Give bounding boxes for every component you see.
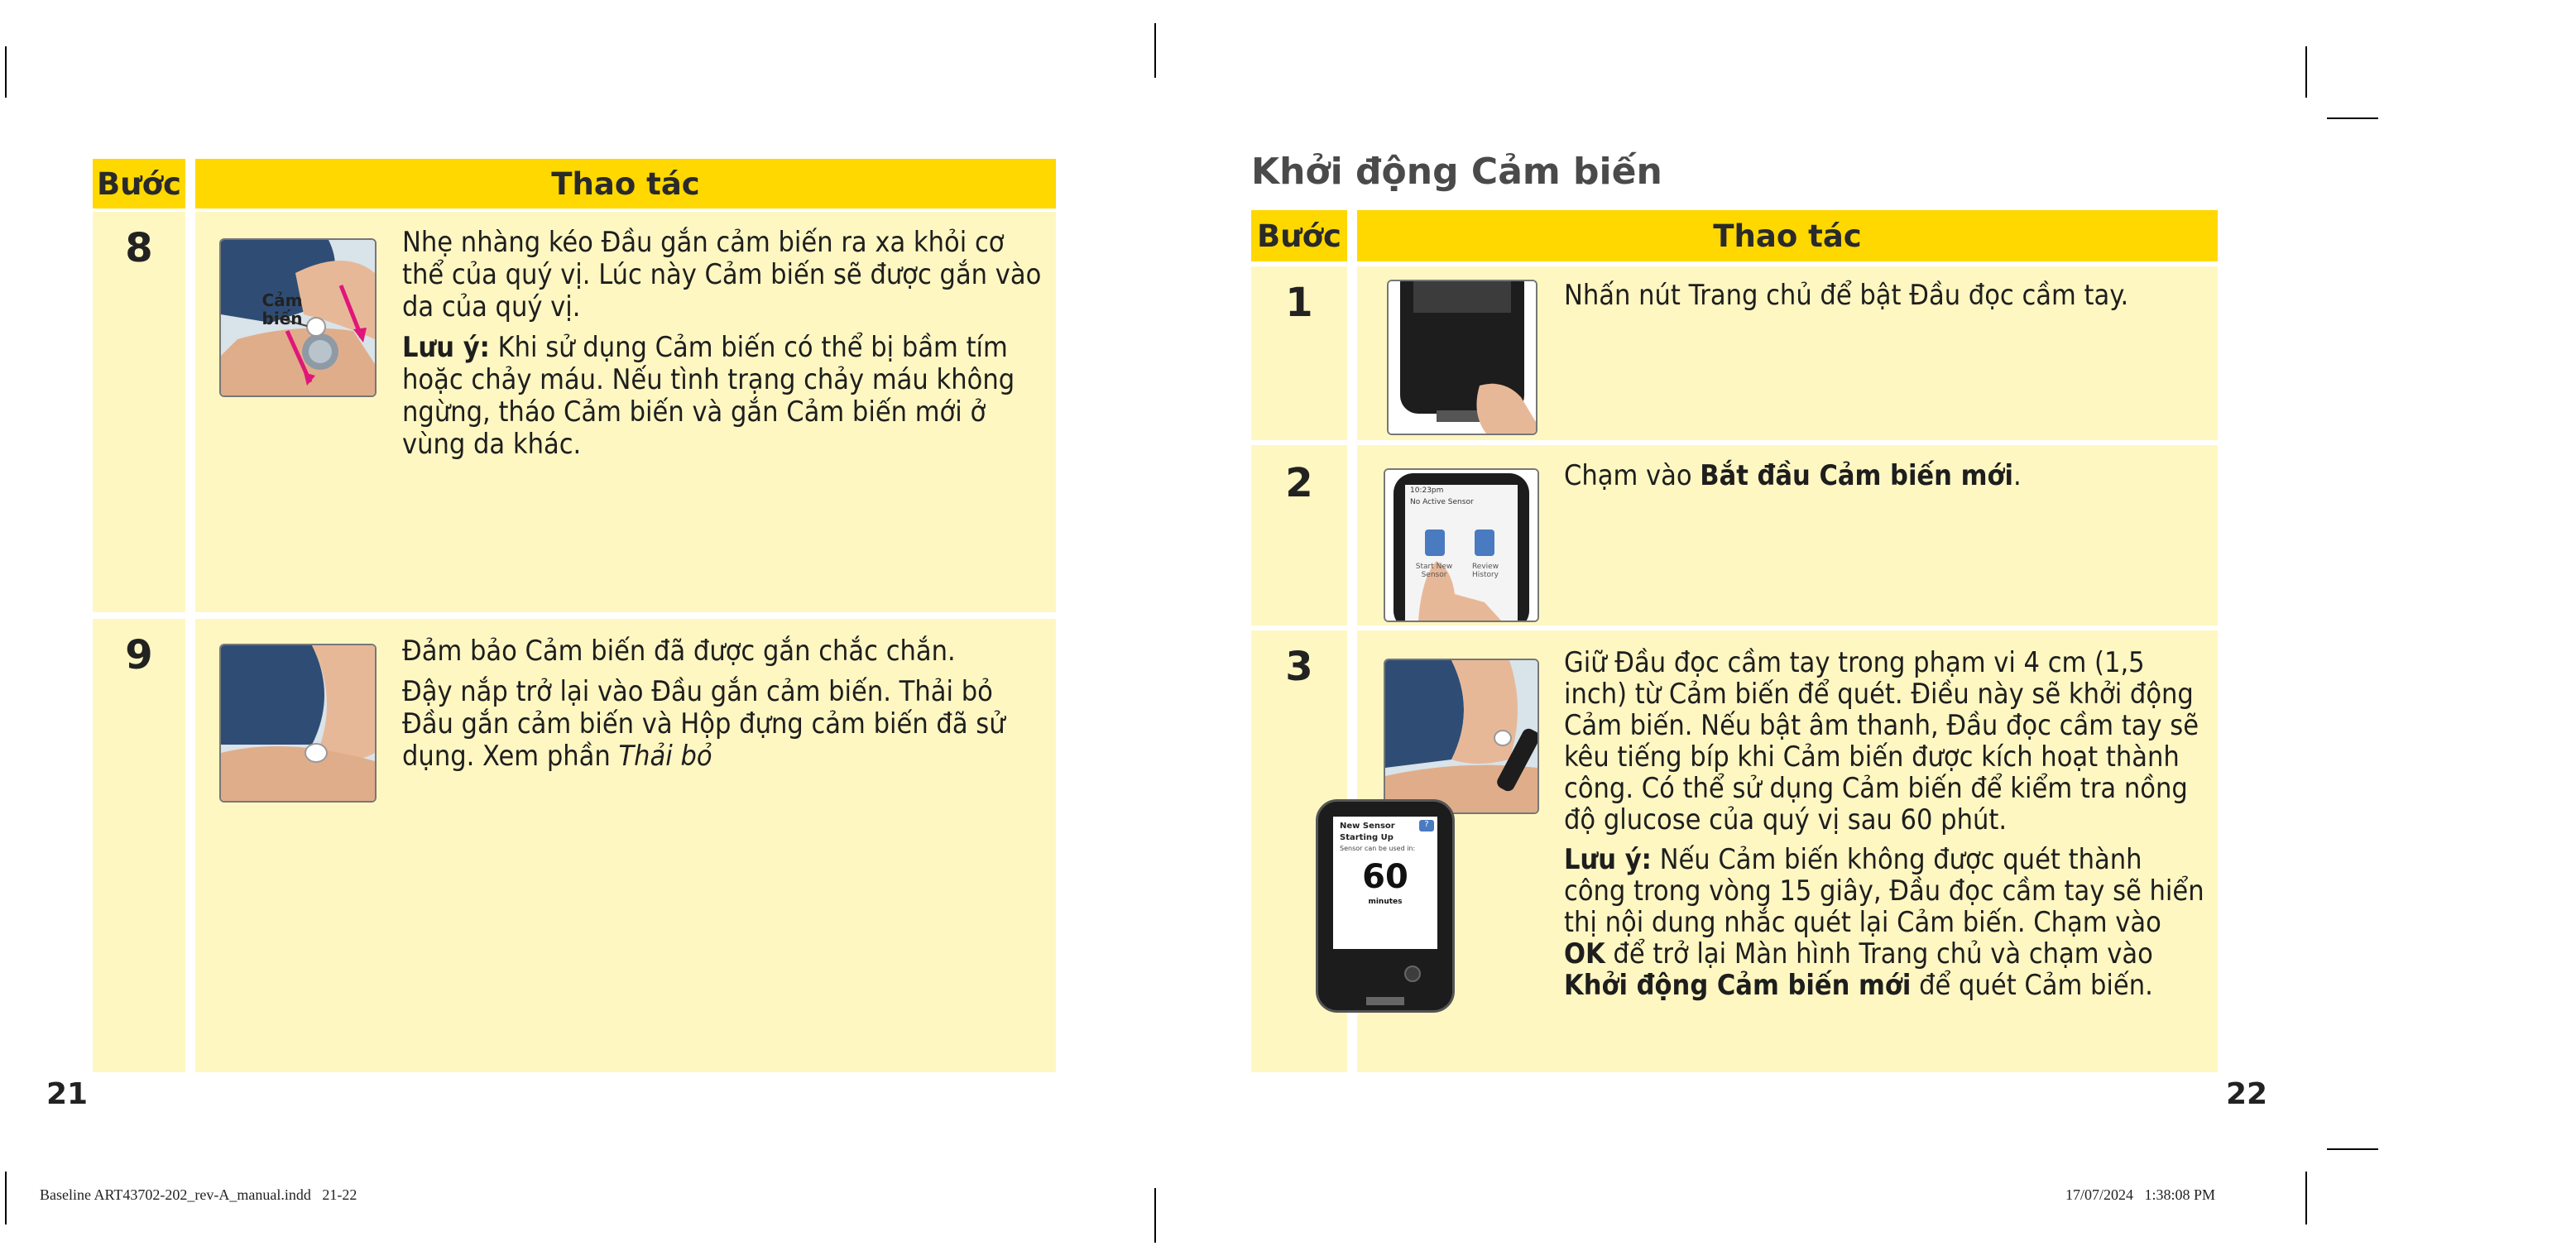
step-1-text: Nhấn nút Trang chủ để bật Đầu đọc cầm tay. xyxy=(1564,279,2129,312)
reader-start-sensor-illustration xyxy=(1384,468,1539,622)
attached-sensor-illustration xyxy=(219,644,377,803)
crop-mark xyxy=(2305,1172,2307,1224)
screen-time: 10:23pm xyxy=(1410,486,1444,495)
crop-mark xyxy=(1154,23,1156,78)
review-history-button: Review History xyxy=(1471,563,1499,579)
reader-home-button-illustration xyxy=(1387,280,1537,435)
note-label: Lưu ý: xyxy=(402,331,490,364)
dispose-text: Đậy nắp trở lại vào Đầu gắn cảm biến. Thải bỏ Đầu gắn cảm biến và Hộp đựng cảm biến đã sử dụng. Xem phần xyxy=(402,675,1005,773)
step-3-paragraph: Giữ Đầu đọc cầm tay trong phạm vi 4 cm (1,5 inch) từ Cảm biến để quét. Điều này sẽ khởi động Cảm biến. Nếu bật âm thanh, Đầu đọc cầm tay sẽ kêu tiếng bíp khi Cảm biến được kích hoạt thành công. Có thể sử dụng Cảm biến để kiểm tra nồng độ glucose của quý vị sau 60 phút. xyxy=(1564,646,2199,836)
restart-sensor-label: Khởi động Cảm biến mới xyxy=(1564,969,1912,1002)
ok-label: OK xyxy=(1564,937,1605,970)
step-2-prefix: Chạm vào xyxy=(1564,459,1701,492)
scan-sensor-illustration xyxy=(1384,659,1539,814)
screen-message: Sensor can be used in: xyxy=(1340,845,1416,852)
note-text: để trở lại Màn hình Trang chủ và chạm vào xyxy=(1605,937,2153,970)
crop-mark xyxy=(2327,1148,2378,1150)
help-icon: ? xyxy=(1419,820,1434,831)
step-9-paragraph xyxy=(402,676,1048,773)
step-3-text xyxy=(1564,647,2209,1009)
reader-press-illustration xyxy=(1389,281,1536,434)
step-8-note xyxy=(402,332,1048,461)
page-number-left: 21 xyxy=(46,1077,89,1111)
countdown-unit: minutes xyxy=(1368,898,1403,906)
step-cell xyxy=(93,212,185,612)
screen-title: New Sensor xyxy=(1340,822,1395,831)
note-text: Nếu Cảm biến không được quét thành công trong vòng 15 giây, Đầu đọc cầm tay sẽ hiển thị nội dung nhắc quét lại Cảm biến. Chạm vào xyxy=(1564,843,2204,939)
step-number: 8 xyxy=(125,225,153,271)
step-header-label: Bước xyxy=(1257,218,1341,254)
step-header xyxy=(1251,210,1347,261)
footer-file-info: Baseline ART43702-202_rev-A_manual.indd 21-22 xyxy=(40,1186,357,1203)
reader-screen xyxy=(1333,817,1437,949)
crop-mark xyxy=(5,1172,7,1224)
step-cell xyxy=(93,619,185,1072)
sensor-callout-label: Cảm biến xyxy=(261,290,303,328)
step-3-note xyxy=(1564,844,2209,1001)
action-header xyxy=(195,159,1056,208)
note-text: Khi sử dụng Cảm biến có thể bị bầm tím hoặc chảy máu. Nếu tình trạng chảy máu không ngừng, tháo Cảm biến và gắn Cảm biến mới ở vùng da khác. xyxy=(402,331,1015,461)
step-9-text xyxy=(402,635,1048,781)
footer-timestamp: 17/07/2024 1:38:08 PM xyxy=(2065,1186,2216,1203)
step-number: 2 xyxy=(1285,460,1313,506)
note-label: Lưu ý: xyxy=(1564,843,1652,876)
step-9-paragraph: Đảm bảo Cảm biến đã được gắn chắc chắn. xyxy=(402,635,956,668)
step-2-suffix: . xyxy=(2012,459,2022,492)
crop-mark xyxy=(2327,117,2378,119)
step-8-text xyxy=(402,227,1048,469)
screen-status: No Active Sensor xyxy=(1410,498,1474,506)
step-header xyxy=(93,159,185,208)
screen-subtitle: Starting Up xyxy=(1340,833,1394,842)
dispose-section-link: Thải bỏ xyxy=(618,740,712,773)
countdown-value: 60 xyxy=(1362,858,1408,896)
step-header-label: Bước xyxy=(97,165,181,202)
start-new-sensor-label: Bắt đầu Cảm biến mới xyxy=(1700,459,2013,492)
crop-mark xyxy=(2305,46,2307,98)
start-new-sensor-button: Start New Sensor xyxy=(1415,563,1453,579)
step-8-paragraph: Nhẹ nhàng kéo Đầu gắn cảm biến ra xa khỏi cơ thể của quý vị. Lúc này Cảm biến sẽ được gắn vào da của quý vị. xyxy=(402,226,1042,323)
section-title: Khởi động Cảm biến xyxy=(1251,151,1662,193)
sensor-applicator-illustration xyxy=(219,238,377,397)
action-header xyxy=(1357,210,2218,261)
crop-mark xyxy=(1154,1188,1156,1243)
usb-port xyxy=(1366,997,1404,1005)
note-text: để quét Cảm biến. xyxy=(1911,969,2153,1002)
step-number: 1 xyxy=(1285,280,1313,326)
crop-mark xyxy=(5,46,7,98)
reader-touch-illustration xyxy=(1385,470,1537,621)
step-number: 9 xyxy=(125,632,153,678)
action-header-label: Thao tác xyxy=(1713,218,1862,254)
arm-illustration xyxy=(221,645,375,801)
page-number-right: 22 xyxy=(2226,1077,2268,1111)
arm-scan-illustration xyxy=(1385,660,1537,812)
action-header-label: Thao tác xyxy=(551,165,700,202)
step-2-text xyxy=(1564,460,2201,492)
step-number: 3 xyxy=(1285,644,1313,690)
reader-device xyxy=(1316,799,1455,1013)
home-button-icon xyxy=(1404,966,1421,982)
